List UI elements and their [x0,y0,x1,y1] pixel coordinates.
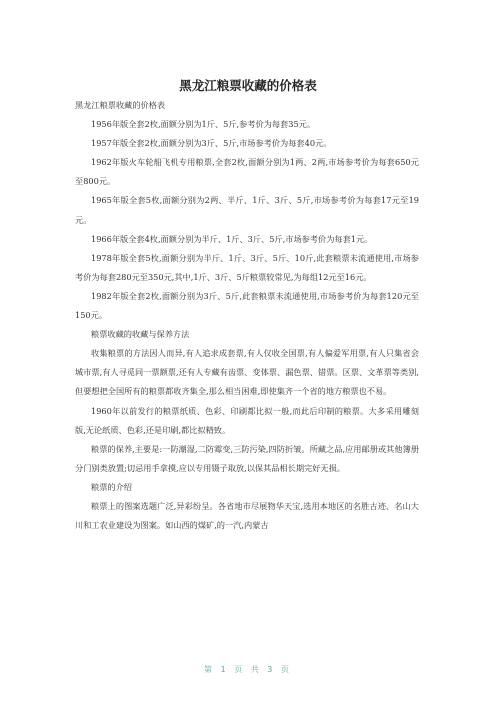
paragraph-maintenance: 粮票的保养,主要是:一防潮湿,二防霉变,三防污染,四防折皱。所藏之品,应用邮册或其他簿册分门别类放置;切忌用手拿摸,应以专用镊子取放,以保其品相长期完好无损。 [75,443,419,473]
page-title: 黑龙江粮票收藏的价格表 [179,78,317,93]
paragraph-1965: 1965年版全套5枚,面额分别为2两、半斤、1斤、3斤、5斤,市场参考价为每套17元至19元。 [75,195,419,225]
section-heading-care: 粮票收藏的收藏与保养方法 [91,329,190,340]
paragraph-1957: 1957年版全套2枚,面额分别为3斤、5斤,市场参考价为每套40元。 [91,138,332,149]
document-body [75,96,419,535]
section-heading-intro: 粮票的介绍 [91,481,132,492]
paragraph-1966: 1966年版全套4枚,面额分别为半斤、1斤、3斤、5斤,市场参考价为每套1元。 [91,233,373,244]
paragraph-printing: 1960年以前发行的粮票纸质、色彩、印刷都比拟一般,而此后印制的粮票。大多采用雕刻版,无论纸质、色彩,还是印刷,都比拟精致。 [75,405,419,435]
paragraph-1956: 1956年版全套2枚,面额分别为1斤、5斤,参考价为每套35元。 [91,119,316,130]
page-footer: 第 1 页 共 3 页 [204,665,292,674]
paragraph-1978: 1978年版全套5枚,面额分别为半斤、1斤、3斤、5斤、10斤,此套粮票未流通使用,市场参考价为每套280元至350元,其中,1斤、3斤、5斤粮票较常见,为每组12元至16元。 [75,252,419,282]
paragraph-intro: 黑龙江粮票收藏的价格表 [75,100,166,110]
paragraph-design: 粮票上的图案选题广泛,异彩纷呈。各省地市尽展物华天宝,选用本地区的名胜古迹、名山大川和工农业建设为图案。如山西的煤矿,的一汽,内蒙古 [75,500,419,531]
paragraph-collecting: 收集粮票的方法因人而异,有人追求成套票,有人仅收全国票,有人偏爱军用票,有人只集省会城市票,有人寻觅同一票额票,还有人专藏有齿票、变体票、漏色票、错票。区票、文革票等类别,但要想把全国所有的粮票都收齐集全,那么相当困难,即使集齐一个省的地方粮票也不易。 [75,348,419,397]
paragraph-1982: 1982年版全套2枚,面额分别为3斤、5斤,此套粮票未流通使用,市场参考价为每套120元至150元。 [75,290,419,321]
paragraph-1962: 1962年版火车轮船飞机专用粮票,全套2枚,面额分别为1两、2两,市场参考价为每套650元至800元。 [75,157,419,187]
